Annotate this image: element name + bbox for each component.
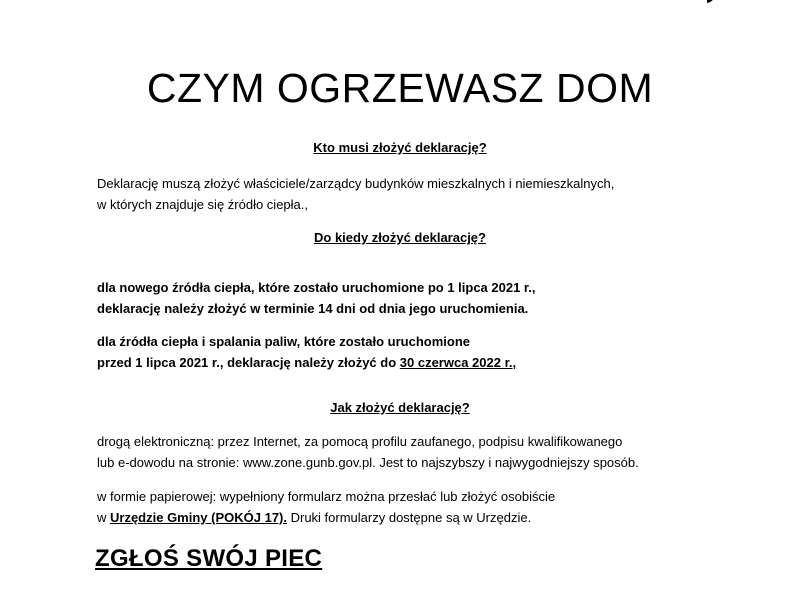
who-line-2: w których znajduje się źródło ciepła., <box>97 197 308 212</box>
when-old-line-1: dla źródła ciepła i spalania paliw, które zostało uruchomione <box>97 334 470 349</box>
how-electronic-line-2: lub e-dowodu na stronie: www.zone.gunb.gov.pl. Jest to najszybszy i najwygodniejszy sposób. <box>97 455 639 470</box>
how-paper-paragraph <box>97 486 737 528</box>
when-old-line-2 <box>97 352 737 373</box>
cropped-heading-fragment <box>705 0 731 4</box>
how-paper-line-2-prefix: w <box>97 510 110 525</box>
deadline-date: 30 czerwca 2022 r., <box>399 355 517 370</box>
how-electronic-paragraph <box>97 431 737 473</box>
who-paragraph <box>97 173 737 215</box>
who-heading: Kto musi złożyć deklarację? <box>313 140 487 155</box>
how-paper-line-2-suffix: Druki formularzy dostępne są w Urzędzie. <box>287 510 532 525</box>
how-electronic-line-1: drogą elektroniczną: przez Internet, za pomocą profilu zaufanego, podpisu kwalifikowanego <box>97 434 623 449</box>
how-paper-line-1: w formie papierowej: wypełniony formularz można przesłać lub złożyć osobiście <box>97 489 556 504</box>
who-line-1: Deklarację muszą złożyć właściciele/zarządcy budynków mieszkalnych i niemieszkalnych, <box>97 176 615 191</box>
how-paper-line-2 <box>97 507 737 528</box>
when-old-source-paragraph <box>97 331 737 373</box>
when-old-line-2-prefix: przed 1 lipca 2021 r., deklarację należy złożyć do <box>97 355 400 370</box>
report-stove-heading: ZGŁOŚ SWÓJ PIEC <box>95 545 323 572</box>
when-new-line-1: dla nowego źródła ciepła, które zostało uruchomione po 1 lipca 2021 r., <box>97 280 536 295</box>
how-heading: Jak złożyć deklarację? <box>330 400 470 415</box>
office-location: Urzędzie Gminy (POKÓJ 17). <box>110 510 287 525</box>
page-title: CZYM OGRZEWASZ DOM <box>146 65 654 111</box>
when-heading: Do kiedy złożyć deklarację? <box>314 230 486 245</box>
when-new-line-2: deklarację należy złożyć w terminie 14 dni od dnia jego uruchomienia. <box>97 301 529 316</box>
when-new-source-paragraph <box>97 277 737 319</box>
